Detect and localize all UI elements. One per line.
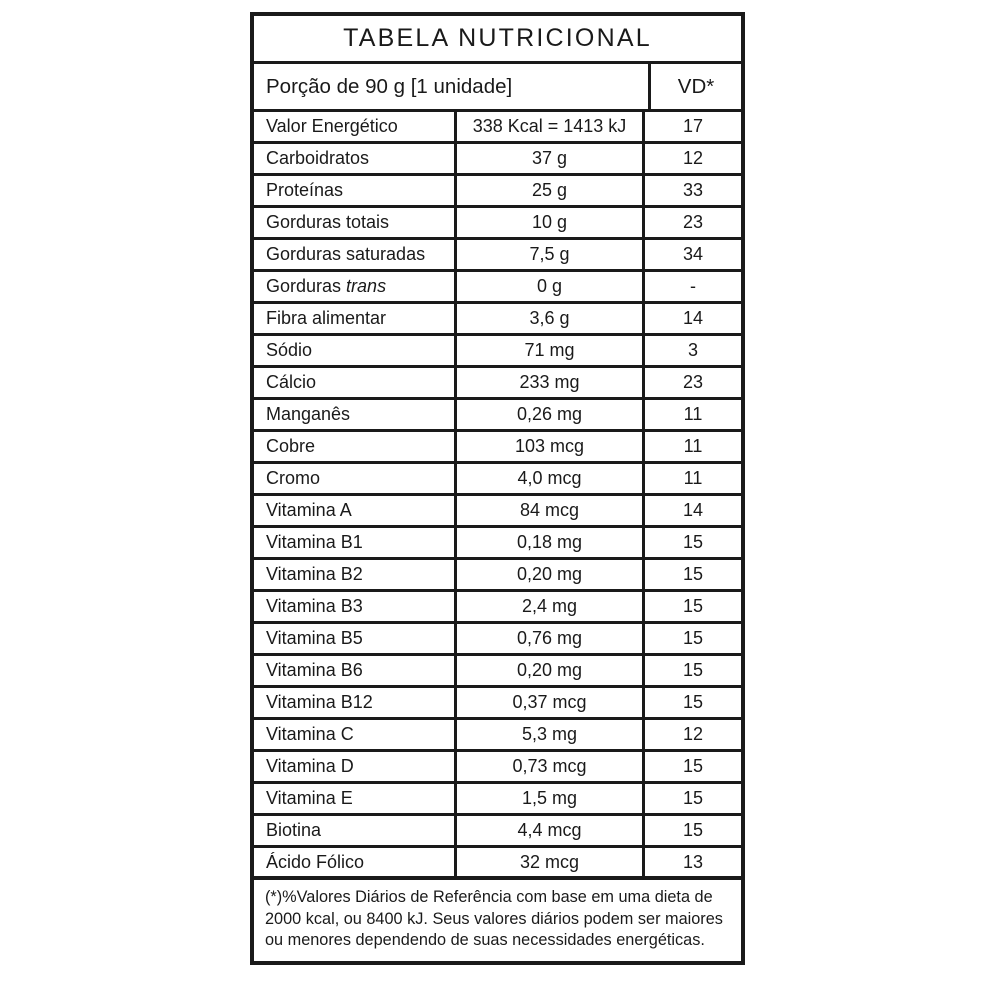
nutrient-value: 1,5 mg [454, 784, 642, 813]
table-row [254, 720, 741, 752]
nutrient-value: 7,5 g [454, 240, 642, 269]
nutrient-value: 0,26 mg [454, 400, 642, 429]
table-row [254, 528, 741, 560]
nutrient-vd: 12 [642, 144, 741, 173]
nutrient-name: Vitamina E [266, 788, 353, 808]
nutrient-name: Gorduras saturadas [266, 244, 426, 264]
nutrient-vd: 33 [642, 176, 741, 205]
nutrient-name: Sódio [266, 340, 313, 360]
nutrient-vd: 11 [642, 464, 741, 493]
table-row [254, 112, 741, 144]
nutrient-vd: 23 [642, 208, 741, 237]
portion-label: Porção de 90 g [1 unidade] [266, 74, 513, 98]
table-row [254, 400, 741, 432]
nutrient-vd: 14 [642, 496, 741, 525]
table-row [254, 752, 741, 784]
nutrient-name: Vitamina D [266, 756, 354, 776]
nutrient-vd: 23 [642, 368, 741, 397]
table-row [254, 432, 741, 464]
nutrient-vd: 3 [642, 336, 741, 365]
nutrient-vd: 15 [642, 784, 741, 813]
nutrient-value: 0,76 mg [454, 624, 642, 653]
table-row [254, 304, 741, 336]
nutrient-value: 4,4 mcg [454, 816, 642, 845]
nutrient-value: 0,37 mcg [454, 688, 642, 717]
nutrient-value: 103 mcg [454, 432, 642, 461]
page-title: TABELA NUTRICIONAL [343, 24, 652, 52]
table-row [254, 176, 741, 208]
footnote [254, 880, 741, 961]
nutrient-value: 32 mcg [454, 848, 642, 876]
nutrient-value: 25 g [454, 176, 642, 205]
table-row [254, 592, 741, 624]
nutrient-name: Biotina [266, 820, 322, 840]
nutrient-value: 71 mg [454, 336, 642, 365]
footnote-line: (*)%Valores Diários de Referência com base em uma dieta de [265, 888, 713, 906]
nutrient-name: Cálcio [266, 372, 317, 392]
nutrient-vd: - [642, 272, 741, 301]
nutrient-vd: 17 [642, 112, 741, 141]
table-row [254, 208, 741, 240]
nutrient-value: 5,3 mg [454, 720, 642, 749]
portion-header-row [254, 64, 741, 112]
nutrient-name: Cromo [266, 468, 321, 488]
nutrient-value: 233 mg [454, 368, 642, 397]
nutrient-name: Manganês [266, 404, 351, 424]
nutrient-vd: 11 [642, 432, 741, 461]
nutrient-value: 3,6 g [454, 304, 642, 333]
table-row [254, 336, 741, 368]
nutrient-vd: 11 [642, 400, 741, 429]
nutrition-facts-table [250, 12, 745, 965]
footnote-line: ou menores dependendo de suas necessidades energéticas. [265, 931, 705, 950]
nutrient-name: Valor Energético [266, 116, 398, 136]
table-title-row [254, 16, 741, 64]
nutrient-value: 0,73 mcg [454, 752, 642, 781]
nutrient-name-italic: trans [346, 276, 387, 296]
table-row [254, 656, 741, 688]
nutrient-vd: 14 [642, 304, 741, 333]
nutrient-name: Vitamina B12 [266, 692, 373, 712]
nutrient-value: 84 mcg [454, 496, 642, 525]
nutrient-value: 4,0 mcg [454, 464, 642, 493]
nutrient-rows [254, 112, 741, 880]
table-row [254, 816, 741, 848]
nutrient-value: 2,4 mg [454, 592, 642, 621]
nutrient-name: Proteínas [266, 180, 344, 200]
nutrient-name: Vitamina C [266, 724, 354, 744]
table-row [254, 240, 741, 272]
table-row [254, 144, 741, 176]
nutrient-vd: 15 [642, 560, 741, 589]
nutrient-vd: 12 [642, 720, 741, 749]
nutrient-name: Carboidratos [266, 148, 370, 168]
nutrient-vd: 15 [642, 688, 741, 717]
table-row [254, 688, 741, 720]
nutrient-vd: 15 [642, 656, 741, 685]
table-row [254, 272, 741, 304]
nutrient-name: Vitamina B6 [266, 660, 363, 680]
nutrient-vd: 15 [642, 624, 741, 653]
nutrient-value: 0,20 mg [454, 560, 642, 589]
nutrient-name: Vitamina B5 [266, 628, 363, 648]
nutrient-name: Gorduras trans [266, 276, 387, 296]
nutrient-vd: 15 [642, 752, 741, 781]
table-row [254, 848, 741, 880]
nutrient-vd: 34 [642, 240, 741, 269]
nutrient-value: 0,20 mg [454, 656, 642, 685]
nutrient-value: 37 g [454, 144, 642, 173]
nutrient-name: Vitamina B1 [266, 532, 363, 552]
nutrient-name: Ácido Fólico [266, 851, 365, 872]
nutrient-name: Vitamina A [266, 500, 352, 520]
nutrient-name: Vitamina B3 [266, 596, 363, 616]
nutrient-name: Vitamina B2 [266, 564, 363, 584]
nutrient-name: Fibra alimentar [266, 308, 387, 328]
nutrient-vd: 15 [642, 528, 741, 557]
table-row [254, 560, 741, 592]
footnote-line: 2000 kcal, ou 8400 kJ. Seus valores diários podem ser maiores [265, 909, 723, 928]
nutrient-vd: 15 [642, 592, 741, 621]
nutrient-vd: 13 [642, 848, 741, 876]
table-row [254, 368, 741, 400]
nutrient-name: Gorduras totais [266, 212, 390, 232]
nutrient-vd: 15 [642, 816, 741, 845]
nutrient-value: 338 Kcal = 1413 kJ [454, 112, 642, 141]
table-row [254, 464, 741, 496]
nutrient-value: 0 g [454, 272, 642, 301]
nutrient-value: 10 g [454, 208, 642, 237]
nutrient-name: Cobre [266, 436, 316, 456]
table-row [254, 624, 741, 656]
table-row [254, 784, 741, 816]
vd-column-header: VD* [648, 64, 741, 109]
nutrient-value: 0,18 mg [454, 528, 642, 557]
table-row [254, 496, 741, 528]
